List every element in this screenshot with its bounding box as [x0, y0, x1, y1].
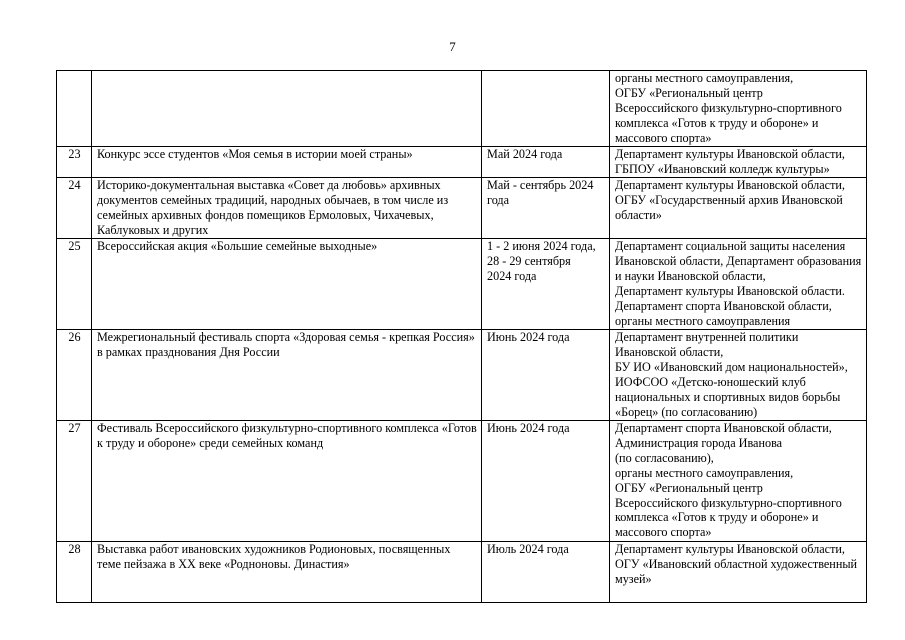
event-responsible: органы местного самоуправления, ОГБУ «Региональный центр Всероссийского физкультурно-спортивного комплекса «Готов к труду и обороне» и массового спорта» — [610, 71, 867, 147]
event-date: Май 2024 года — [482, 147, 610, 178]
event-responsible: Департамент культуры Ивановской области, ГБПОУ «Ивановский колледж культуры» — [610, 147, 867, 178]
event-name: Выставка работ ивановских художников Родионовых, посвященных теме пейзажа в XX веке «Родноновы. Династия» — [92, 542, 482, 603]
event-name — [92, 71, 482, 147]
page-number: 7 — [449, 39, 456, 54]
event-responsible: Департамент культуры Ивановской области, ОГУ «Ивановский областной художественный музей» — [610, 542, 867, 603]
table-row — [57, 147, 867, 178]
row-number: 28 — [57, 542, 92, 603]
row-number: 24 — [57, 178, 92, 239]
row-number — [57, 71, 92, 147]
row-number: 27 — [57, 421, 92, 542]
table-row — [57, 330, 867, 421]
event-date: Июнь 2024 года — [482, 421, 610, 542]
event-responsible: Департамент социальной защиты населения Ивановской области, Департамент образования и науки Ивановской области, Департамент культуры Ивановской области. Департамент спорта Ивановской области, органы местного самоуправления — [610, 239, 867, 330]
event-name: Конкурс эссе студентов «Моя семья в истории моей страны» — [92, 147, 482, 178]
table-row — [57, 542, 867, 603]
row-number: 25 — [57, 239, 92, 330]
event-name: Фестиваль Всероссийского физкультурно-спортивного комплекса «Готов к труду и обороне» среди семейных команд — [92, 421, 482, 542]
row-number: 23 — [57, 147, 92, 178]
events-table — [56, 70, 867, 603]
event-responsible: Департамент внутренней политики Ивановской области, БУ ИО «Ивановский дом национальностей», ИОФСОО «Детско-юношеский клуб национальных и спортивных видов борьбы «Борец» (по согласованию) — [610, 330, 867, 421]
event-date: 1 - 2 июня 2024 года, 28 - 29 сентября 2024 года — [482, 239, 610, 330]
table-row — [57, 71, 867, 147]
event-date — [482, 71, 610, 147]
row-number: 26 — [57, 330, 92, 421]
event-date: Июль 2024 года — [482, 542, 610, 603]
event-name: Историко-документальная выставка «Совет да любовь» архивных документов семейных традиций, народных обычаев, в том числе из семейных архивных фондов помещиков Ермоловых, Чихачевых, Каблуковых и других — [92, 178, 482, 239]
event-date: Июнь 2024 года — [482, 330, 610, 421]
event-name: Всероссийская акция «Большие семейные выходные» — [92, 239, 482, 330]
table-row — [57, 178, 867, 239]
event-responsible: Департамент культуры Ивановской области, ОГБУ «Государственный архив Ивановской области» — [610, 178, 867, 239]
event-date: Май - сентябрь 2024 года — [482, 178, 610, 239]
table-row — [57, 239, 867, 330]
event-name: Межрегиональный фестиваль спорта «Здоровая семья - крепкая Россия» в рамках празднования Дня России — [92, 330, 482, 421]
event-responsible: Департамент спорта Ивановской области, Администрация города Иванова (по согласованию), органы местного самоуправления, ОГБУ «Региональный центр Всероссийского физкультурно-спортивного комплекса «Готов к труду и обороне» и массового спорта» — [610, 421, 867, 542]
table-row — [57, 421, 867, 542]
